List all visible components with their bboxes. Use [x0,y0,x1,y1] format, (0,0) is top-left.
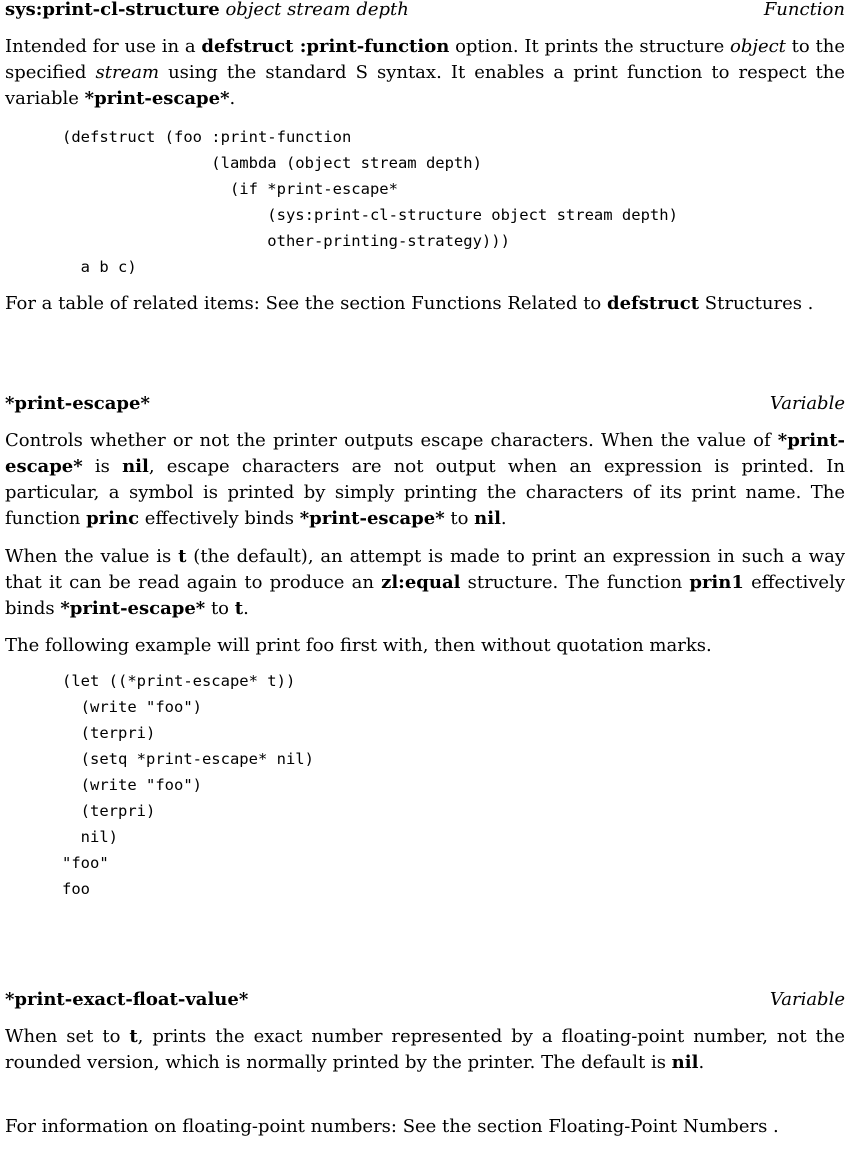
code-line: (let ((*print-escape* t)) [62,672,296,690]
code-line: (defstruct (foo :print-function [62,128,352,146]
entry-kind: Variable [769,393,845,414]
entry-term: *print-escape* [5,393,150,414]
code-line: (sys:print-cl-structure object stream depth) [62,206,678,224]
code-line: (write "foo") [62,776,202,794]
related-items-note: For a table of related items: See the section Functions Related to defstruct Structures . [5,293,814,314]
floating-point-note: For information on floating-point numbers: See the section Floating-Point Numbers . [5,1116,779,1137]
code-line: other-printing-strategy))) [62,232,510,250]
code-example [62,668,314,902]
entry-term: *print-exact-float-value* [5,989,249,1010]
entry-heading [5,0,845,20]
code-example [62,124,678,280]
entry-kind: Function [763,0,845,20]
code-line: (terpri) [62,802,156,820]
code-output-line: "foo" [62,854,109,872]
entry-description: Intended for use in a defstruct :print-function option. It prints the structure object to the specified stream using the standard S syntax. It enables a print function to respect the variable *print-escape*. [5,36,845,109]
code-line: (lambda (object stream depth) [62,154,482,172]
entry-kind: Variable [769,989,845,1010]
code-line: a b c) [62,258,137,276]
code-line: nil) [62,828,118,846]
example-intro: The following example will print foo first with, then without quotation marks. [5,635,712,656]
code-line: (setq *print-escape* nil) [62,750,314,768]
code-line: (terpri) [62,724,156,742]
code-line: (if *print-escape* [62,180,398,198]
code-output-line: foo [62,880,90,898]
entry-description: Controls whether or not the printer outputs escape characters. When the value of *print-escape* is nil, escape characters are not output when an expression is printed. In particular, a symbol is printed by simply printing the characters of its print name. The function princ effectively binds *print-escape* to nil. [5,430,845,529]
entry-print-escape [5,394,845,414]
entry-args: object stream depth [225,0,409,20]
entry-heading [5,990,845,1010]
entry-description: When the value is t (the default), an attempt is made to print an expression in such a way that it can be read again to produce an zl:equal structure. The function prin1 effectively binds *print-escape* to t. [5,546,845,619]
entry-print-cl-structure [5,0,845,20]
code-line: (write "foo") [62,698,202,716]
entry-term: sys:print-cl-structure [5,0,220,20]
entry-description: When set to t, prints the exact number represented by a floating-point number, not the rounded version, which is normally printed by the printer. The default is nil. [5,1026,845,1073]
entry-heading [5,394,845,414]
entry-print-exact-float-value [5,990,845,1010]
